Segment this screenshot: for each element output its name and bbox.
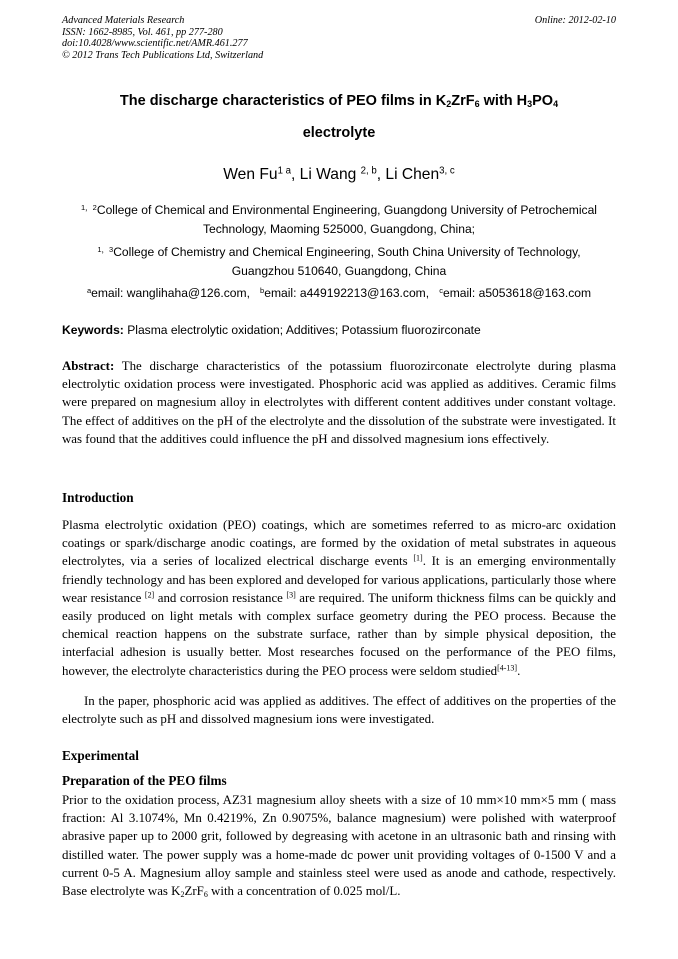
affiliation-1: $^{1,2}$College of Chemical and Environmental Engineering, Guangdong University of Petrochemical Technology, Maoming 525000, Guangdong, China; — [81, 202, 597, 236]
citation: [1] — [413, 554, 423, 564]
introduction-paragraph-1: Plasma electrolytic oxidation (PEO) coatings, which are sometimes referred to as micro-arc oxidation coatings or spark/discharge anodic coatings, are formed by the oxidation of metal substrates in aqueous electrolytes, via a series of localized electrical discharge events [1]. It is an emerging environmentally friendly technology and has been explored and developed for various applications, particularly those where wear resistance [2] and corrosion resistance [3] are required. The uniform thickness films can be quickly and easily produced on light metals with complex surface geometry during the PEO process. Because the chemical reaction happens on the substrate surface, rather than by simple physical deposition, the interfacial adhesion is usually better. Most researches focused on the performance of the PEO films, however, the electrolyte characteristics during the PEO process were seldom studied[4-13]. — [62, 518, 616, 678]
affiliation-2: $^{1,3}$College of Chemistry and Chemical Engineering, South China University of Technology, Guangzhou 510640, Guangdong, China — [97, 244, 581, 278]
email-link[interactable]: email: a449192213@163.com, — [264, 286, 430, 300]
experimental-paragraph: Prior to the oxidation process, AZ31 magnesium alloy sheets with a size of 10 mm×10 mm×5 mm ( mass fraction: Al 3.1074%, Mn 0.4219%, Zn 0.9075%, balance magnesium) were polished with waterproof abrasive paper up to 2000 grit, followed by degreasing with acetone in an ultrasonic bath and rinsing with distilled water. The power supply was a home-made dc power unit providing voltages of 0-1500 V and a current 0-5 A. Magnesium alloy sample and stainless steel were used as anode and cathode, respectively. Base electrolyte was $K_2ZrF_6$ with a concentration of 0.025 mol/L. — [62, 793, 616, 899]
keywords: Keywords: Plasma electrolytic oxidation; Additives; Potassium fluorozirconate — [62, 323, 481, 337]
doi: doi:10.4028/www.scientific.net/AMR.461.277 — [62, 38, 248, 50]
citation: [3] — [286, 590, 296, 600]
introduction-paragraph-2: In the paper, phosphoric acid was applied as additives. The effect of additives on the properties of the electrolyte such as pH and dissolved magnesium ions were investigated. — [62, 694, 616, 727]
journal-name: Advanced Materials Research — [62, 15, 185, 26]
citation: [2] — [144, 590, 155, 600]
email-link[interactable]: email: wanglihaha@126.com, — [91, 286, 250, 300]
email-link[interactable]: email: a5053618@163.com — [442, 286, 592, 300]
online-date: Online: 2012-02-10 — [534, 15, 616, 26]
citation: [4-13] — [497, 663, 518, 673]
author-list: Wen $Fu^{1 a}$, Li Wang $^{2, b}$, Li Chen$^{3, c}$ — [223, 165, 455, 183]
paper-title: The discharge characteristics of PEO films in $K_2ZrF_6$ with $H_3PO_4$ — [119, 93, 559, 110]
issn: ISSN: 1662-8985, Vol. 461, pp 277-280 — [62, 26, 223, 38]
author-emails: $^a$email: wanglihaha@126.com, $^b$email: a449192213@163.com, $^c$email: a5053618@163.com — [86, 285, 592, 300]
copyright: © 2012 Trans Tech Publications Ltd, Switzerland — [62, 49, 264, 61]
abstract: Abstract: The discharge characteristics of the potassium fluorozirconate electrolyte during plasma electrolytic oxidation process were investigated. Phosphoric acid was applied as additives. Ceramic films were prepared on magnesium alloy in electrolytes with different content additives under constant voltage. The effect of additives on the pH of the electrolyte and the dissolution of the substrate were investigated. It was found that the additives could influence the pH and dissolved magnesium ions effectively. — [62, 359, 616, 446]
journal-header — [62, 15, 616, 61]
paper-title-line2: electrolyte — [302, 125, 376, 141]
section-heading-introduction: Introduction — [62, 490, 134, 505]
subsection-heading-preparation: Preparation of the PEO films — [62, 773, 227, 788]
section-heading-experimental: Experimental — [62, 748, 139, 763]
